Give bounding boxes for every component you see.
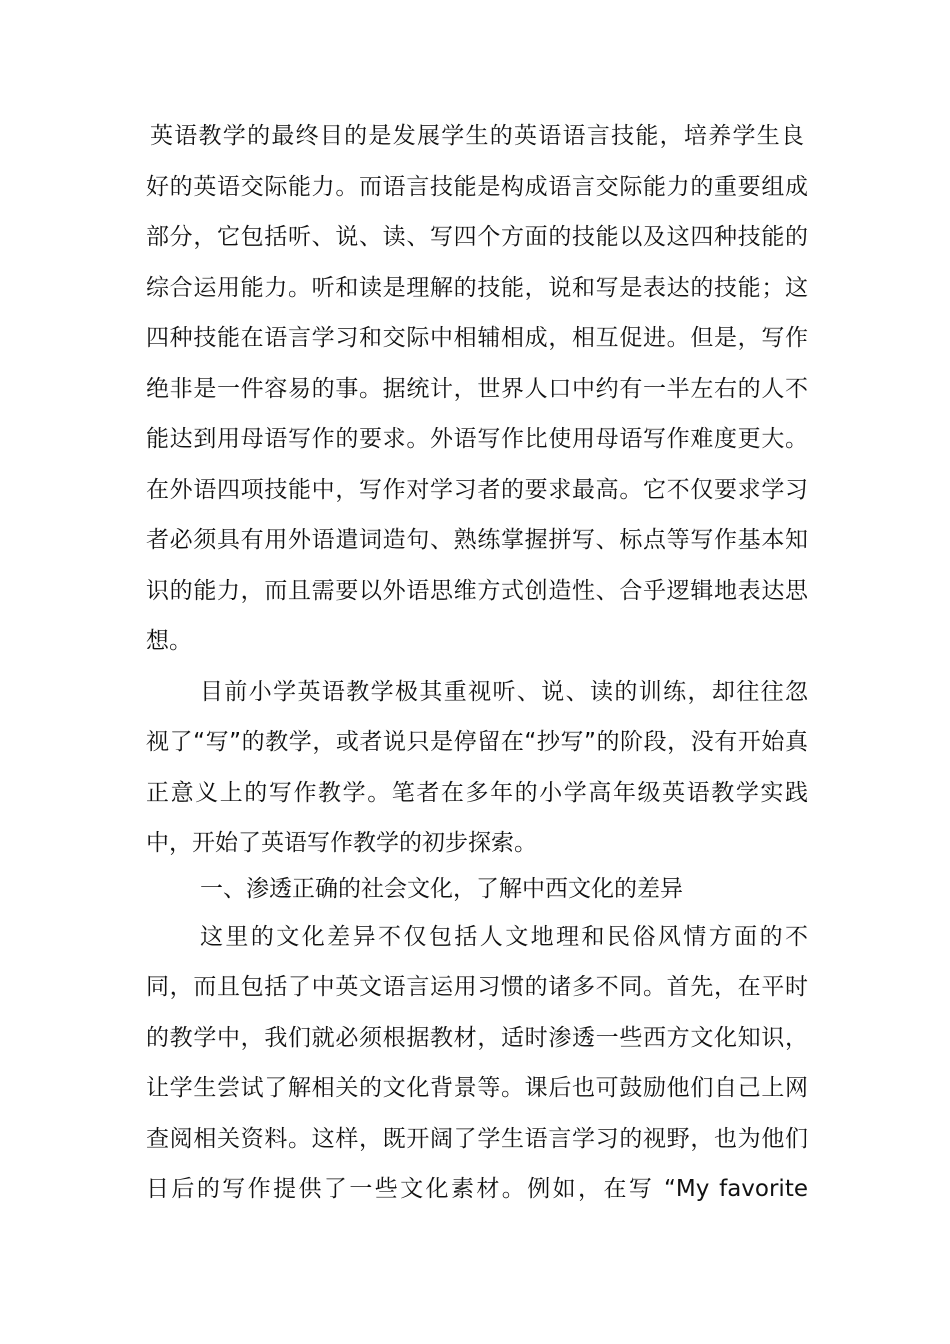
paragraph-1-line-4: 综合运用能力。听和读是理解的技能，说和写是表达的技能；这	[146, 275, 808, 301]
section-heading-1: 一、渗透正确的社会文化，了解中西文化的差异	[200, 876, 683, 902]
paragraph-3-line-6: 日后的写作提供了一些文化素材。例如，在写 “My favorite	[146, 1176, 808, 1202]
paragraph-1-line-6: 绝非是一件容易的事。据统计，世界人口中约有一半左右的人不	[146, 376, 808, 402]
paragraph-3-line-1: 这里的文化差异不仅包括人文地理和民俗风情方面的不	[200, 924, 808, 950]
paragraph-1-line-10: 识的能力，而且需要以外语思维方式创造性、合乎逻辑地表达思	[146, 578, 808, 604]
paragraph-1-line-8: 在外语四项技能中，写作对学习者的要求最高。它不仅要求学习	[146, 477, 808, 503]
paragraph-1-line-2: 好的英语交际能力。而语言技能是构成语言交际能力的重要组成	[146, 174, 808, 200]
paragraph-1-line-5: 四种技能在语言学习和交际中相辅相成，相互促进。但是，写作	[146, 325, 808, 351]
paragraph-1-line-9: 者必须具有用外语遣词造句、熟练掌握拼写、标点等写作基本知	[146, 527, 808, 553]
paragraph-1-line-11: 想。	[146, 628, 192, 654]
paragraph-1-line-1: 英语教学的最终目的是发展学生的英语语言技能，培养学生良	[150, 123, 804, 149]
paragraph-3-line-2: 同，而且包括了中英文语言运用习惯的诸多不同。首先，在平时	[146, 974, 808, 1000]
paragraph-3-line-5: 查阅相关资料。这样，既开阔了学生语言学习的视野，也为他们	[146, 1126, 808, 1152]
paragraph-2-line-1: 目前小学英语教学极其重视听、说、读的训练，却往往忽	[200, 679, 808, 705]
paragraph-2-line-4: 中，开始了英语写作教学的初步探索。	[146, 830, 537, 856]
paragraph-1-line-3: 部分，它包括听、说、读、写四个方面的技能以及这四种技能的	[146, 224, 808, 250]
paragraph-3-line-3: 的教学中，我们就必须根据教材，适时渗透一些西方文化知识，	[146, 1025, 808, 1051]
paragraph-1-line-7: 能达到用母语写作的要求。外语写作比使用母语写作难度更大。	[146, 426, 808, 452]
paragraph-2-line-3: 正意义上的写作教学。笔者在多年的小学高年级英语教学实践	[146, 780, 808, 806]
paragraph-3-line-4: 让学生尝试了解相关的文化背景等。课后也可鼓励他们自己上网	[146, 1075, 808, 1101]
paragraph-2-line-2: 视了“写”的教学，或者说只是停留在“抄写”的阶段，没有开始真	[146, 729, 808, 755]
